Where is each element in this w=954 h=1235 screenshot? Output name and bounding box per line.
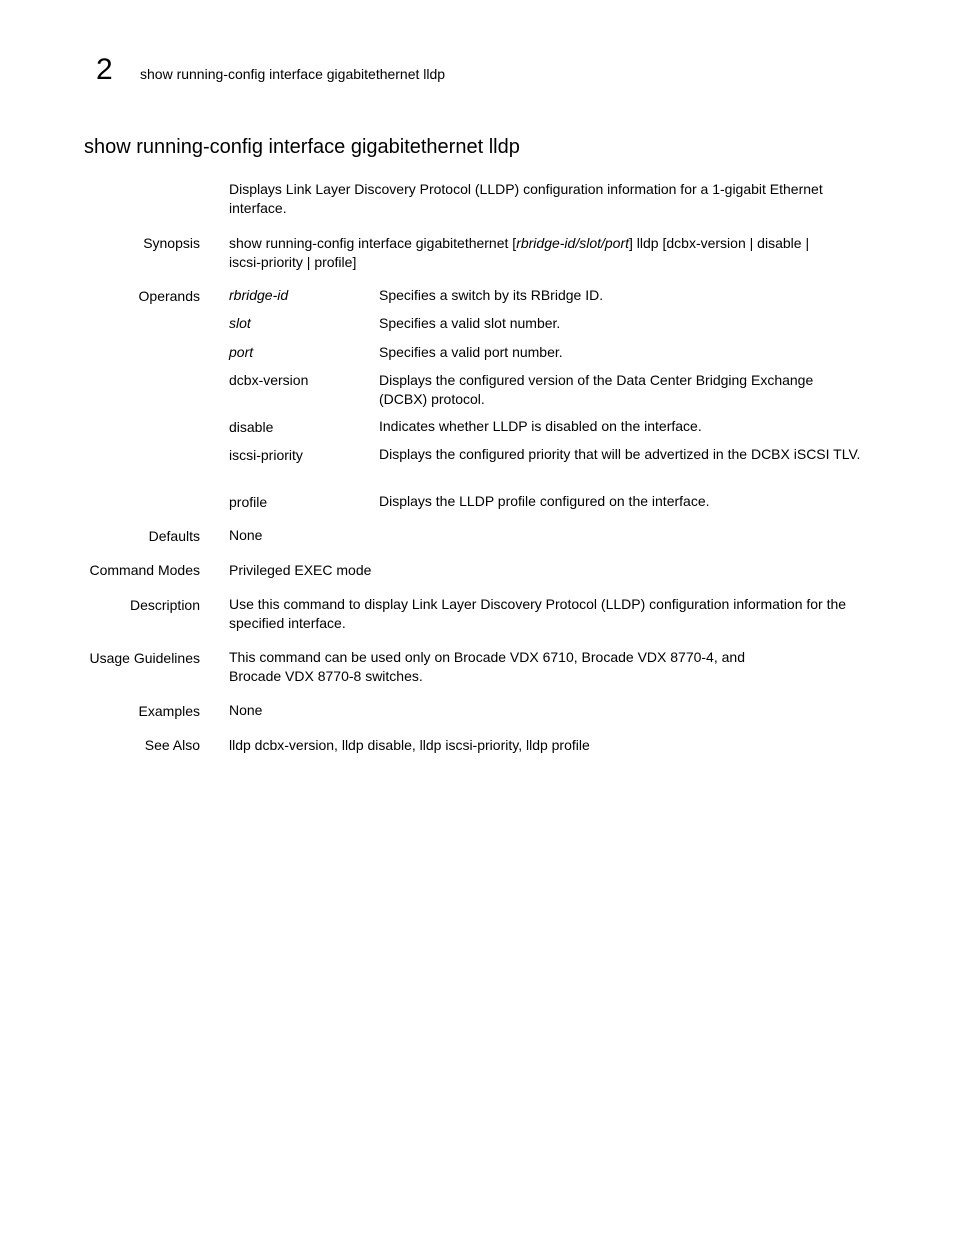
operand-description: Displays the LLDP profile configured on the interface. bbox=[379, 493, 710, 509]
examples-label: Examples bbox=[138, 703, 200, 719]
operand-name: dcbx-version bbox=[229, 372, 309, 388]
operand-description: Indicates whether LLDP is disabled on the interface. bbox=[379, 418, 702, 434]
synopsis-bracket-open: [ bbox=[512, 235, 517, 251]
operand-name: slot bbox=[229, 315, 251, 331]
operand-description: Displays the configured priority that will be advertized in the DCBX iSCSI TLV. bbox=[379, 446, 861, 462]
defaults-text: None bbox=[229, 527, 263, 543]
synopsis-args: rbridge-id/slot/port bbox=[516, 235, 630, 251]
synopsis-lldp: lldp bbox=[636, 235, 659, 251]
usage-line-1: This command can be used only on Brocade VDX 6710, Brocade VDX 8770-4, and bbox=[229, 649, 745, 665]
synopsis-command: show running-config interface gigabitethernet bbox=[229, 235, 509, 251]
synopsis-text bbox=[229, 234, 864, 272]
synopsis-opt-disable: disable bbox=[757, 235, 802, 251]
description-text: Use this command to display Link Layer Discovery Protocol (LLDP) configuration information for the specified interface. bbox=[229, 596, 847, 631]
see-also-label: See Also bbox=[144, 737, 200, 753]
synopsis-sep-1: | bbox=[749, 235, 754, 251]
examples-text: None bbox=[229, 702, 263, 718]
defaults-label: Defaults bbox=[148, 528, 200, 544]
operand-name: port bbox=[229, 344, 254, 360]
chapter-number: 2 bbox=[96, 53, 113, 86]
operand-description: Displays the configured version of the Data Center Bridging Exchange (DCBX) protocol. bbox=[379, 372, 814, 407]
usage-guidelines-text bbox=[229, 648, 864, 686]
operand-name: rbridge-id bbox=[229, 287, 289, 303]
usage-guidelines-label: Usage Guidelines bbox=[89, 650, 200, 666]
description-label: Description bbox=[129, 597, 200, 613]
synopsis-bracket-close: ] bbox=[629, 235, 633, 251]
synopsis-bracket-open-2: [ bbox=[662, 235, 667, 251]
operand-name: iscsi-priority bbox=[229, 447, 303, 463]
see-also-links[interactable]: lldp dcbx-version, lldp disable, lldp iscsi-priority, lldp profile bbox=[229, 737, 590, 753]
synopsis-opt-profile: profile bbox=[314, 254, 353, 270]
synopsis-opt-dcbx: dcbx-version bbox=[666, 235, 746, 251]
command-modes-text: Privileged EXEC mode bbox=[229, 562, 372, 578]
operand-name: disable bbox=[229, 419, 274, 435]
command-modes-label: Command Modes bbox=[89, 562, 200, 578]
synopsis-sep-3: | bbox=[306, 254, 311, 270]
usage-line-2: Brocade VDX 8770-8 switches. bbox=[229, 668, 423, 684]
running-header: show running-config interface gigabitethernet lldp bbox=[140, 66, 446, 82]
synopsis-opt-iscsi: iscsi-priority bbox=[229, 254, 303, 270]
synopsis-bracket-close-2: ] bbox=[352, 254, 357, 270]
operand-description: Specifies a valid port number. bbox=[379, 344, 563, 360]
operands-label: Operands bbox=[138, 288, 200, 304]
operand-description: Specifies a valid slot number. bbox=[379, 315, 561, 331]
synopsis-sep-2: | bbox=[805, 235, 810, 251]
synopsis-label: Synopsis bbox=[143, 235, 200, 251]
operand-description: Specifies a switch by its RBridge ID. bbox=[379, 287, 604, 303]
operand-name: profile bbox=[229, 494, 268, 510]
page-title: show running-config interface gigabitethernet lldp bbox=[84, 136, 520, 158]
intro-text: Displays Link Layer Discovery Protocol (LLDP) configuration information for a 1-gigabit Ethernet interface. bbox=[229, 181, 823, 216]
